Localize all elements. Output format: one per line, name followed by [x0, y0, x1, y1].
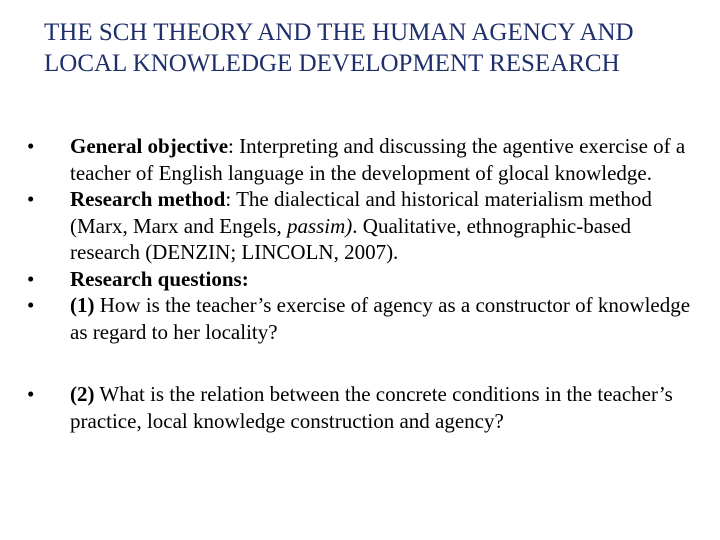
bullet-question-2 — [27, 381, 697, 434]
bullet-text: Interpreting and discussing the agentive exercise of a teacher of English language in the development of glocal knowledge. — [70, 134, 686, 185]
bullet-text-continued: . Qualitative, ethnographic-based research (DENZIN; LINCOLN, 2007). — [70, 213, 632, 264]
question-number: (1) — [70, 293, 95, 317]
bullet-label: General objective — [70, 134, 229, 158]
bullet-dot: • — [27, 293, 35, 317]
question-number: (2) — [70, 382, 95, 406]
question-text: What is the relation between the concrete conditions in the teacher’s practice, local knowledge construction and agency? — [70, 382, 673, 433]
slide-title: THE SCH THEORY AND THE HUMAN AGENCY AND LOCAL KNOWLEDGE DEVELOPMENT RESEARCH — [44, 19, 634, 77]
bullet-dot: • — [27, 382, 35, 406]
bullet-research-method — [27, 186, 697, 266]
question-text: How is the teacher’s exercise of agency as a constructor of knowledge as regard to her locality? — [70, 293, 691, 344]
bullet-label: Research questions: — [70, 266, 249, 291]
bullet-general-objective — [27, 133, 697, 186]
bullet-label: Research method — [70, 187, 226, 211]
bullet-italic-text: passim) — [286, 213, 353, 238]
bullet-question-1 — [27, 292, 697, 345]
bullet-dot: • — [27, 266, 35, 291]
bullet-separator: : — [225, 187, 237, 211]
bullet-separator: : — [228, 134, 240, 158]
bullet-dot: • — [27, 187, 35, 211]
bullet-research-questions — [27, 266, 697, 293]
bullet-text: The dialectical and historical materialism method (Marx, Marx and Engels, — [70, 187, 652, 238]
bullet-dot: • — [27, 134, 35, 158]
bullet-list — [27, 133, 697, 434]
